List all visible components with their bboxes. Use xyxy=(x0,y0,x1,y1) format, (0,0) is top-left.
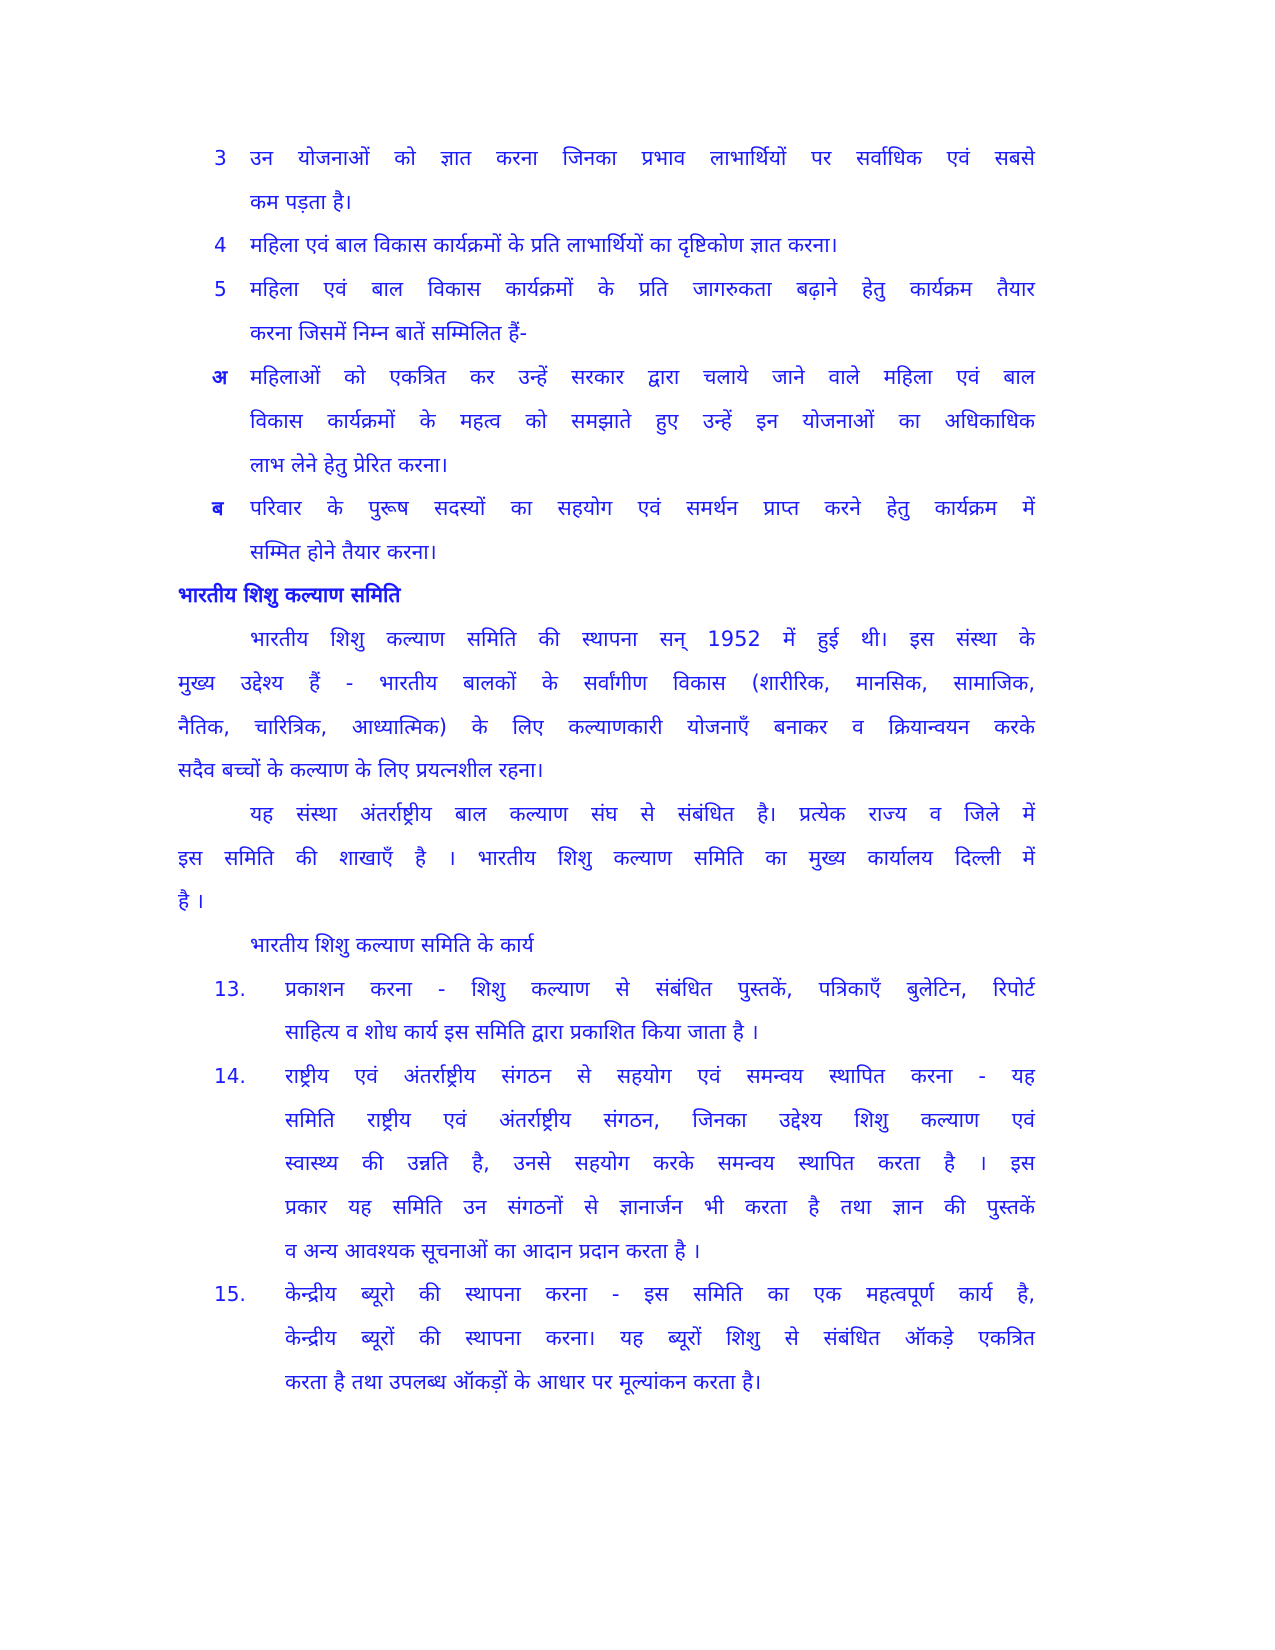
function-line: स्वास्थ्य की उन्नति है, उनसे सहयोग करके समन्वय स्थापित करता है । इस xyxy=(285,1151,1035,1175)
functions-title: भारतीय शिशु कल्याण समिति के कार्य xyxy=(250,933,534,957)
function-number: 13. xyxy=(214,977,246,1001)
paragraph-line: इस समिति की शाखाएँ है । भारतीय शिशु कल्याण समिति का मुख्य कार्यालय दिल्ली में xyxy=(178,846,1035,870)
objective-line: कम पड़ता है। xyxy=(250,190,352,214)
function-line: समिति राष्ट्रीय एवं अंतर्राष्ट्रीय संगठन, जिनका उद्देश्य शिशु कल्याण एवं xyxy=(285,1108,1035,1132)
function-number: 14. xyxy=(214,1064,246,1088)
objective-marker: 3 xyxy=(214,146,227,170)
objective-line: करना जिसमें निम्न बातें सम्मिलित हैं- xyxy=(250,321,528,345)
objective-line: महिला एवं बाल विकास कार्यक्रमों के प्रति जागरुकता बढ़ाने हेतु कार्यक्रम तैयार xyxy=(250,277,1035,301)
paragraph-line: मुख्य उद्देश्य हैं - भारतीय बालकों के सर्वांगीण विकास (शारीरिक, मानसिक, सामाजिक, xyxy=(178,671,1035,695)
objective-marker: 5 xyxy=(214,277,227,301)
paragraph-line: सदैव बच्चों के कल्याण के लिए प्रयत्नशील रहना। xyxy=(178,758,544,782)
paragraph-line: है । xyxy=(178,889,204,913)
objective-marker: ब xyxy=(212,496,224,520)
objective-marker: अ xyxy=(212,365,228,389)
objective-line: महिला एवं बाल विकास कार्यक्रमों के प्रति लाभार्थियों का दृष्टिकोण ज्ञात करना। xyxy=(250,233,838,257)
objective-line: सम्मित होने तैयार करना। xyxy=(250,540,437,564)
objective-line: लाभ लेने हेतु प्रेरित करना। xyxy=(250,453,448,477)
function-line: साहित्य व शोध कार्य इस समिति द्वारा प्रकाशित किया जाता है । xyxy=(285,1020,759,1044)
function-line: राष्ट्रीय एवं अंतर्राष्ट्रीय संगठन से सहयोग एवं समन्वय स्थापित करना - यह xyxy=(285,1064,1035,1088)
function-line: प्रकार यह समिति उन संगठनों से ज्ञानार्जन भी करता है तथा ज्ञान की पुस्तकें xyxy=(285,1195,1035,1219)
function-line: केन्द्रीय ब्यूरों की स्थापना करना। यह ब्यूरों शिशु से संबंधित ऑकड़े एकत्रित xyxy=(285,1326,1035,1350)
objective-line: उन योजनाओं को ज्ञात करना जिनका प्रभाव लाभार्थियों पर सर्वाधिक एवं सबसे xyxy=(250,146,1035,170)
function-line: करता है तथा उपलब्ध ऑकड़ों के आधार पर मूल्यांकन करता है। xyxy=(285,1370,762,1394)
paragraph-line: नैतिक, चारित्रिक, आध्यात्मिक) के लिए कल्याणकारी योजनाएँ बनाकर व क्रियान्वयन करके xyxy=(178,715,1035,739)
function-line: प्रकाशन करना - शिशु कल्याण से संबंधित पुस्तकें, पत्रिकाएँ बुलेटिन, रिपोर्ट xyxy=(285,977,1035,1001)
objective-marker: 4 xyxy=(214,233,227,257)
objective-line: विकास कार्यक्रमों के महत्व को समझाते हुए उन्हें इन योजनाओं का अधिकाधिक xyxy=(250,409,1035,433)
paragraph-line: भारतीय शिशु कल्याण समिति की स्थापना सन् 1952 में हुई थी। इस संस्था के xyxy=(250,627,1035,651)
objective-line: परिवार के पुरूष सदस्यों का सहयोग एवं समर्थन प्राप्त करने हेतु कार्यक्रम में xyxy=(250,496,1035,520)
objective-line: महिलाओं को एकत्रित कर उन्हें सरकार द्वारा चलाये जाने वाले महिला एवं बाल xyxy=(250,365,1035,389)
function-number: 15. xyxy=(214,1282,246,1306)
function-line: व अन्य आवश्यक सूचनाओं का आदान प्रदान करता है । xyxy=(285,1239,701,1263)
paragraph-line: यह संस्था अंतर्राष्ट्रीय बाल कल्याण संघ से संबंधित है। प्रत्येक राज्य व जिले में xyxy=(250,802,1035,826)
section-heading: भारतीय शिशु कल्याण समिति xyxy=(178,583,401,607)
function-line: केन्द्रीय ब्यूरो की स्थापना करना - इस समिति का एक महत्वपूर्ण कार्य है, xyxy=(285,1282,1035,1306)
